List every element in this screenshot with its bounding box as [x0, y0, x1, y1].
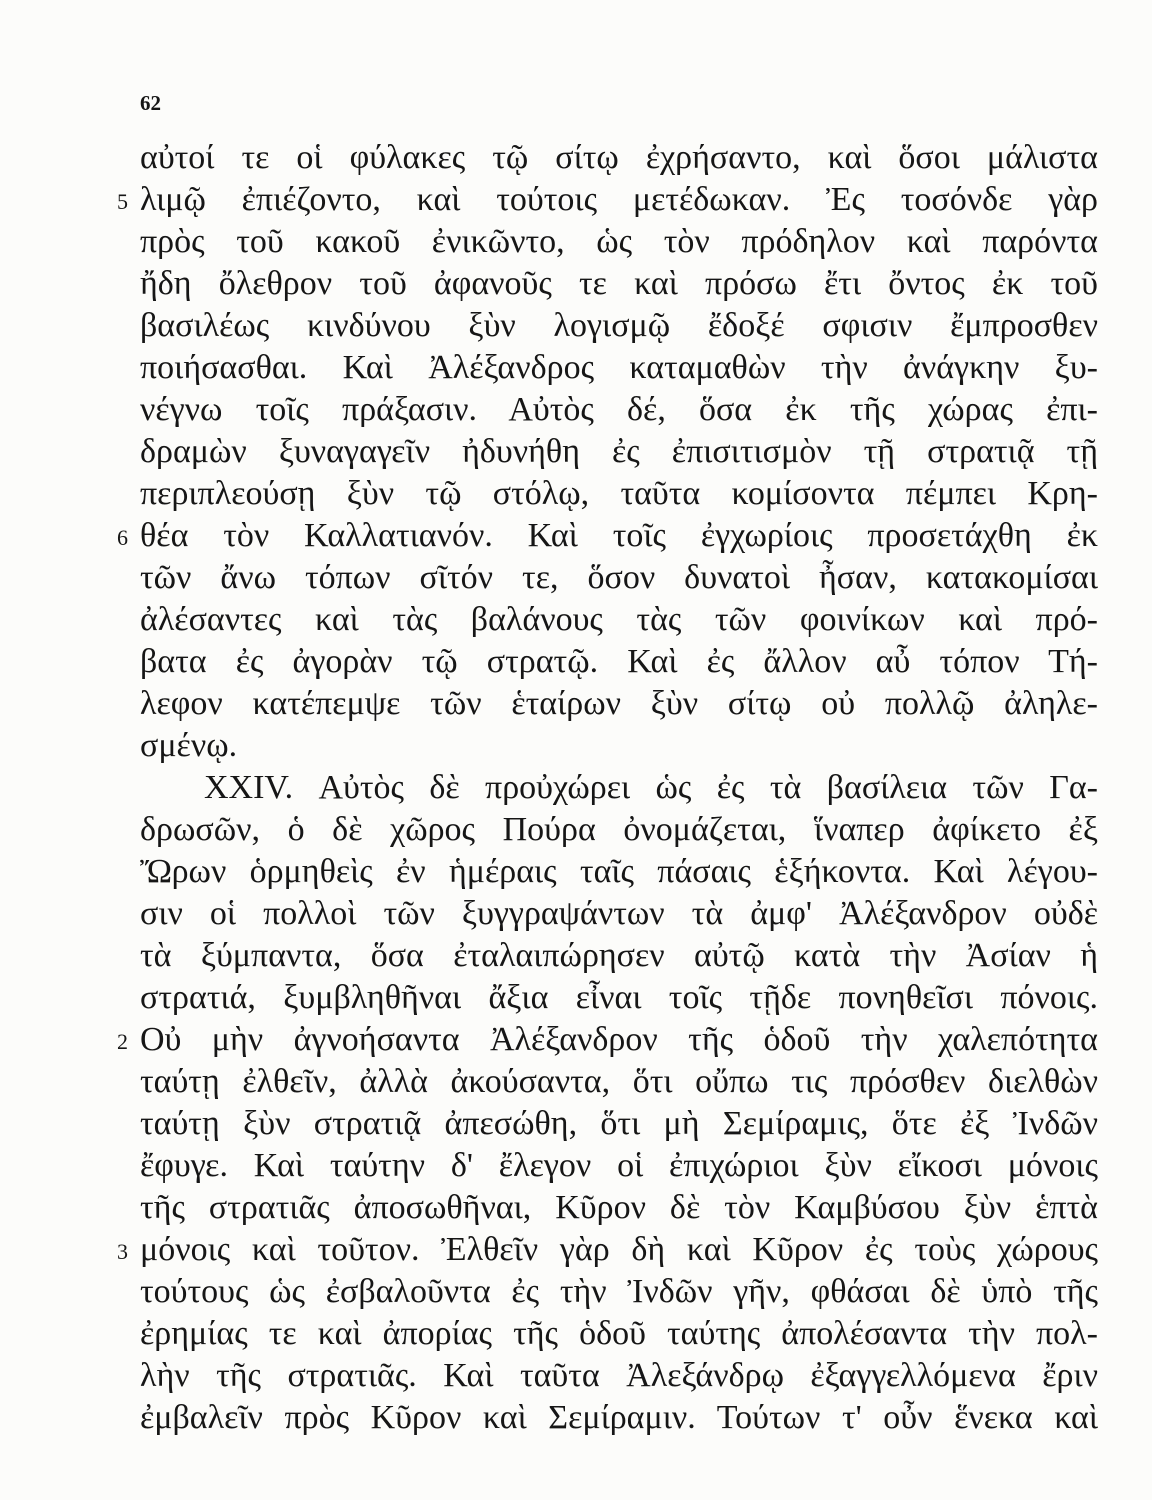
text-line — [140, 1145, 1098, 1187]
text-line — [140, 809, 1098, 851]
line-text: ταύτῃ ἐλθεῖν, ἀλλὰ ἀκούσαντα, ὅτι οὔπω τις πρόσθεν διελθὼν — [140, 1063, 1098, 1100]
text-line — [140, 137, 1098, 179]
section-number: 5 — [117, 189, 128, 214]
text-line — [140, 1103, 1098, 1145]
line-text: ἀλέσαντες καὶ τὰς βαλάνους τὰς τῶν φοινίκων καὶ πρό- — [140, 601, 1098, 638]
text-line — [140, 725, 1098, 767]
line-text: ἐμβαλεῖν πρὸς Κῦρον καὶ Σεμίραμιν. Τούτων τ' οὖν ἕνεκα καὶ — [140, 1399, 1098, 1436]
line-text: νέγνω τοῖς πράξασιν. Αὐτὸς δέ, ὅσα ἐκ τῆς χώρας ἐπι- — [140, 391, 1098, 428]
section-number: 2 — [117, 1029, 128, 1054]
line-text: λιμῷ ἐπιέζοντο, καὶ τούτοις μετέδωκαν. Ἐς τοσόνδε γὰρ — [140, 181, 1098, 218]
line-text: λὴν τῆς στρατιᾶς. Καὶ ταῦτα Ἀλεξάνδρῳ ἐξαγγελλόμενα ἔριν — [140, 1357, 1098, 1394]
text-line — [140, 641, 1098, 683]
line-text: ἔφυγε. Καὶ ταύτην δ' ἔλεγον οἱ ἐπιχώριοι ξὺν εἴκοσι μόνοις — [140, 1147, 1098, 1184]
text-line — [140, 1271, 1098, 1313]
chapter-start-line — [140, 767, 1098, 809]
line-text: τῶν ἄνω τόπων σῖτόν τε, ὅσον δυνατοὶ ἦσαν, κατακομίσαι — [140, 559, 1098, 596]
text-line — [140, 851, 1098, 893]
text-line — [140, 683, 1098, 725]
text-line — [140, 305, 1098, 347]
text-line — [140, 263, 1098, 305]
line-text: βατα ἐς ἀγορὰν τῷ στρατῷ. Καὶ ἐς ἄλλον αὖ τόπον Τή- — [140, 643, 1098, 680]
text-line — [140, 473, 1098, 515]
text-line — [140, 557, 1098, 599]
line-text: τούτους ὡς ἐσβαλοῦντα ἐς τὴν Ἰνδῶν γῆν, φθάσαι δὲ ὑπὸ τῆς — [140, 1273, 1098, 1310]
line-text: ποιήσασθαι. Καὶ Ἀλέξανδρος καταμαθὼν τὴν ἀνάγκην ξυ- — [140, 349, 1098, 386]
text-line — [140, 1397, 1098, 1439]
text-line — [140, 221, 1098, 263]
text-line — [140, 935, 1098, 977]
text-line — [140, 1355, 1098, 1397]
line-text: θέα τὸν Καλλατιανόν. Καὶ τοῖς ἐγχωρίοις προσετάχθη ἐκ — [140, 517, 1098, 554]
line-text: σμένῳ. — [140, 727, 238, 764]
line-text: περιπλεούσῃ ξὺν τῷ στόλῳ, ταῦτα κομίσοντα πέμπει Κρη- — [140, 475, 1098, 512]
line-text: δρωσῶν, ὁ δὲ χῶρος Πούρα ὀνομάζεται, ἵναπερ ἀφίκετο ἐξ — [140, 811, 1098, 848]
page-number: 62 — [140, 91, 161, 115]
text-line — [117, 1229, 1098, 1271]
line-text: στρατιά, ξυμβληθῆναι ἄξια εἶναι τοῖς τῇδε πονηθεῖσι πόνοις. — [140, 979, 1098, 1016]
text-line — [117, 515, 1098, 557]
text-line — [117, 1019, 1098, 1061]
line-text: ταύτῃ ξὺν στρατιᾷ ἀπεσώθη, ὅτι μὴ Σεμίραμις, ὅτε ἐξ Ἰνδῶν — [140, 1105, 1098, 1142]
text-line — [117, 179, 1098, 221]
line-text: ἐρημίας τε καὶ ἀπορίας τῆς ὁδοῦ ταύτης ἀπολέσαντα τὴν πολ- — [140, 1315, 1098, 1352]
line-text: σιν οἱ πολλοὶ τῶν ξυγγραψάντων τὰ ἀμφ' Ἀλέξανδρον οὐδὲ — [140, 895, 1098, 932]
text-line — [140, 893, 1098, 935]
line-text: αὐτοί τε οἱ φύλακες τῷ σίτῳ ἐχρήσαντο, καὶ ὅσοι μάλιστα — [140, 139, 1098, 176]
line-text: μόνοις καὶ τοῦτον. Ἐλθεῖν γὰρ δὴ καὶ Κῦρον ἐς τοὺς χώρους — [140, 1231, 1098, 1268]
text-line — [140, 347, 1098, 389]
line-text: πρὸς τοῦ κακοῦ ἐνικῶντο, ὡς τὸν πρόδηλον καὶ παρόντα — [140, 223, 1098, 260]
line-text: λεφον κατέπεμψε τῶν ἑταίρων ξὺν σίτῳ οὐ πολλῷ ἀληλε- — [140, 685, 1098, 722]
line-text: βασιλέως κινδύνου ξὺν λογισμῷ ἔδοξέ σφισιν ἔμπροσθεν — [140, 307, 1098, 344]
text-line — [140, 977, 1098, 1019]
line-text: τὰ ξύμπαντα, ὅσα ἐταλαιπώρησεν αὐτῷ κατὰ τὴν Ἀσίαν ἡ — [140, 937, 1098, 974]
body-text — [117, 137, 1098, 1439]
line-text: Οὐ μὴν ἀγνοήσαντα Ἀλέξανδρον τῆς ὁδοῦ τὴν χαλεπότητα — [140, 1021, 1098, 1058]
line-text: ἤδη ὄλεθρον τοῦ ἀφανοῦς τε καὶ πρόσω ἔτι ὄντος ἐκ τοῦ — [140, 265, 1098, 302]
line-text: XXIV. Αὐτὸς δὲ προὐχώρει ὡς ἐς τὰ βασίλεια τῶν Γα- — [204, 769, 1098, 806]
section-number: 3 — [117, 1239, 128, 1264]
text-line — [140, 431, 1098, 473]
line-text: Ὤρων ὁρμηθεὶς ἐν ἡμέραις ταῖς πάσαις ἑξήκοντα. Καὶ λέγου- — [140, 853, 1098, 890]
text-line — [140, 389, 1098, 431]
line-text: δραμὼν ξυναγαγεῖν ἠδυνήθη ἐς ἐπισιτισμὸν τῇ στρατιᾷ τῇ — [140, 433, 1098, 470]
text-line — [140, 1187, 1098, 1229]
section-number: 6 — [117, 525, 128, 550]
text-line — [140, 1061, 1098, 1103]
text-line — [140, 599, 1098, 641]
text-line — [140, 1313, 1098, 1355]
line-text: τῆς στρατιᾶς ἀποσωθῆναι, Κῦρον δὲ τὸν Καμβύσου ξὺν ἑπτὰ — [140, 1189, 1098, 1226]
